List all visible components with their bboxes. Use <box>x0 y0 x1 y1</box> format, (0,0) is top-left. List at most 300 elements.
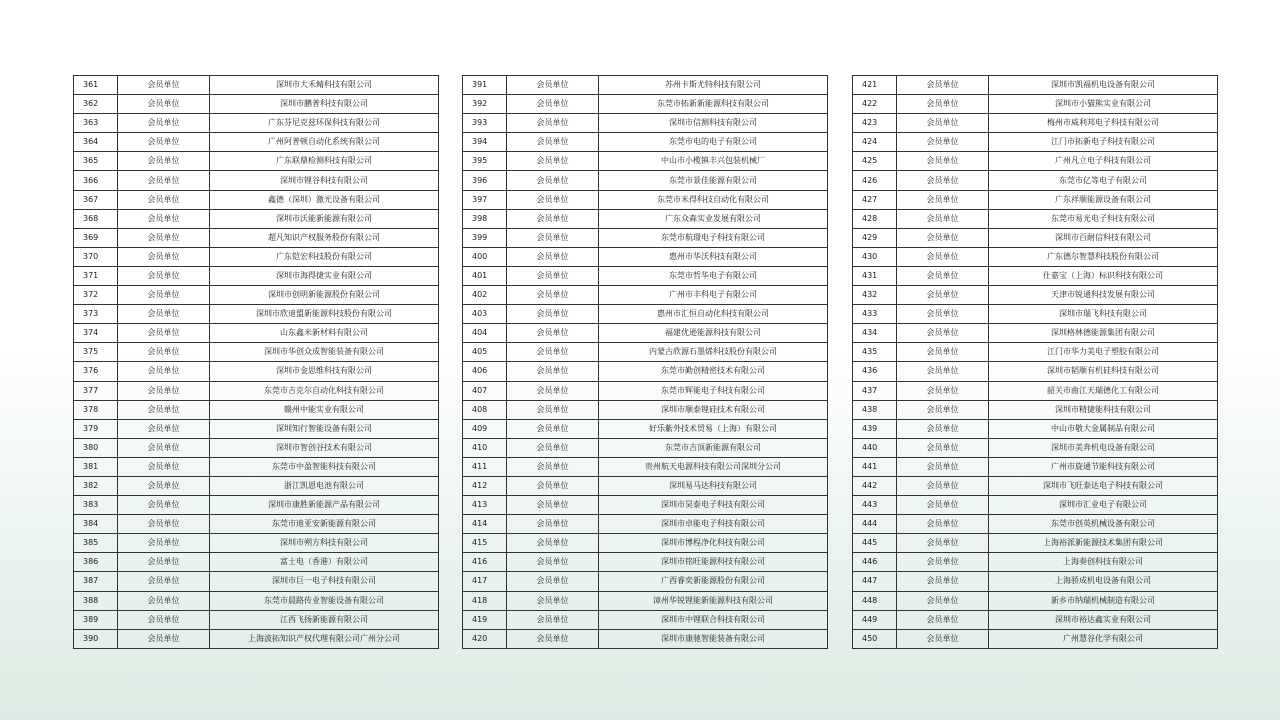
row-number: 379 <box>74 419 118 438</box>
company-name: 惠州市汇恒自动化科技有限公司 <box>599 305 828 324</box>
member-type: 会员单位 <box>897 247 989 266</box>
company-name: 上海奏创科技有限公司 <box>989 553 1218 572</box>
table-row <box>74 610 439 629</box>
row-number: 409 <box>463 419 507 438</box>
member-type: 会员单位 <box>897 629 989 648</box>
company-name: 东莞市辉能电子科技有限公司 <box>599 381 828 400</box>
row-number: 423 <box>853 114 897 133</box>
company-name: 内蒙古欣源石墨烯科技股份有限公司 <box>599 343 828 362</box>
member-type: 会员单位 <box>118 534 210 553</box>
table-row <box>74 438 439 457</box>
row-number: 406 <box>463 362 507 381</box>
table-row <box>853 266 1218 285</box>
row-number: 367 <box>74 190 118 209</box>
table-row <box>463 343 828 362</box>
member-type: 会员单位 <box>897 553 989 572</box>
company-name: 深圳市百耐信科技有限公司 <box>989 228 1218 247</box>
table-row <box>853 305 1218 324</box>
member-type: 会员单位 <box>897 95 989 114</box>
company-name: 深圳市裕达鑫实业有限公司 <box>989 610 1218 629</box>
table-row <box>74 476 439 495</box>
member-type: 会员单位 <box>897 457 989 476</box>
table-row <box>463 553 828 572</box>
company-name: 广东芬尼克兹环保科技有限公司 <box>210 114 439 133</box>
member-type: 会员单位 <box>118 419 210 438</box>
row-number: 428 <box>853 209 897 228</box>
table-row <box>853 190 1218 209</box>
row-number: 436 <box>853 362 897 381</box>
member-type: 会员单位 <box>507 76 599 95</box>
table-row <box>463 133 828 152</box>
company-name: 东莞市电的电子有限公司 <box>599 133 828 152</box>
row-number: 373 <box>74 305 118 324</box>
row-number: 383 <box>74 496 118 515</box>
member-type: 会员单位 <box>507 476 599 495</box>
table-row <box>74 534 439 553</box>
row-number: 369 <box>74 228 118 247</box>
table-row <box>74 95 439 114</box>
row-number: 405 <box>463 343 507 362</box>
table-row <box>74 228 439 247</box>
company-name: 富士电（香港）有限公司 <box>210 553 439 572</box>
row-number: 427 <box>853 190 897 209</box>
table-row <box>74 343 439 362</box>
row-number: 442 <box>853 476 897 495</box>
member-type: 会员单位 <box>118 171 210 190</box>
row-number: 435 <box>853 343 897 362</box>
member-type: 会员单位 <box>507 247 599 266</box>
company-name: 深圳市铭旺能源科技有限公司 <box>599 553 828 572</box>
row-number: 370 <box>74 247 118 266</box>
member-type: 会员单位 <box>897 305 989 324</box>
company-name: 贵州航天电源科技有限公司深圳分公司 <box>599 457 828 476</box>
member-type: 会员单位 <box>897 286 989 305</box>
table-row <box>853 591 1218 610</box>
table-row <box>74 171 439 190</box>
row-number: 384 <box>74 515 118 534</box>
row-number: 447 <box>853 572 897 591</box>
table-row <box>74 190 439 209</box>
member-type: 会员单位 <box>507 496 599 515</box>
company-name: 韶关市曲江天瑞德化工有限公司 <box>989 381 1218 400</box>
table-row <box>463 438 828 457</box>
member-type: 会员单位 <box>897 381 989 400</box>
member-type: 会员单位 <box>507 457 599 476</box>
row-number: 391 <box>463 76 507 95</box>
row-number: 396 <box>463 171 507 190</box>
row-number: 394 <box>463 133 507 152</box>
member-type: 会员单位 <box>897 324 989 343</box>
member-type: 会员单位 <box>118 362 210 381</box>
member-type: 会员单位 <box>118 610 210 629</box>
row-number: 441 <box>853 457 897 476</box>
table-row <box>463 266 828 285</box>
row-number: 401 <box>463 266 507 285</box>
row-number: 381 <box>74 457 118 476</box>
member-type: 会员单位 <box>507 324 599 343</box>
row-number: 388 <box>74 591 118 610</box>
member-type: 会员单位 <box>507 534 599 553</box>
table-row <box>74 572 439 591</box>
company-name: 中山市敬大金属制品有限公司 <box>989 419 1218 438</box>
row-number: 450 <box>853 629 897 648</box>
member-type: 会员单位 <box>118 114 210 133</box>
member-type: 会员单位 <box>118 324 210 343</box>
member-type: 会员单位 <box>507 553 599 572</box>
member-type: 会员单位 <box>897 133 989 152</box>
company-name: 深圳市博程净化科技有限公司 <box>599 534 828 553</box>
table-row <box>853 496 1218 515</box>
table-row <box>853 133 1218 152</box>
table-row <box>853 381 1218 400</box>
row-number: 387 <box>74 572 118 591</box>
company-name: 深圳市中锂联合科技有限公司 <box>599 610 828 629</box>
table-row <box>463 534 828 553</box>
row-number: 392 <box>463 95 507 114</box>
row-number: 431 <box>853 266 897 285</box>
row-number: 371 <box>74 266 118 285</box>
company-name: 江西飞扬新能源有限公司 <box>210 610 439 629</box>
member-table-2 <box>462 75 828 649</box>
row-number: 434 <box>853 324 897 343</box>
table-row <box>463 76 828 95</box>
member-type: 会员单位 <box>118 496 210 515</box>
company-name: 东莞市吉顶新能源有限公司 <box>599 438 828 457</box>
table-row <box>463 324 828 343</box>
member-type: 会员单位 <box>897 362 989 381</box>
member-type: 会员单位 <box>118 572 210 591</box>
member-type: 会员单位 <box>118 515 210 534</box>
row-number: 407 <box>463 381 507 400</box>
member-type: 会员单位 <box>897 419 989 438</box>
company-name: 广州市旋通节能科技有限公司 <box>989 457 1218 476</box>
row-number: 365 <box>74 152 118 171</box>
table-row <box>463 209 828 228</box>
member-type: 会员单位 <box>507 190 599 209</box>
member-type: 会员单位 <box>897 209 989 228</box>
table-row <box>853 610 1218 629</box>
company-name: 东莞市创英机械设备有限公司 <box>989 515 1218 534</box>
table-row <box>463 381 828 400</box>
company-name: 东莞市吉克尔自动化科技有限公司 <box>210 381 439 400</box>
company-name: 广州慧谷化学有限公司 <box>989 629 1218 648</box>
member-type: 会员单位 <box>897 171 989 190</box>
company-name: 东莞市拓新新能源科技有限公司 <box>599 95 828 114</box>
member-type: 会员单位 <box>118 152 210 171</box>
row-number: 437 <box>853 381 897 400</box>
row-number: 410 <box>463 438 507 457</box>
member-type: 会员单位 <box>897 534 989 553</box>
company-name: 深圳市精捷能科技有限公司 <box>989 400 1218 419</box>
row-number: 402 <box>463 286 507 305</box>
member-type: 会员单位 <box>507 343 599 362</box>
row-number: 382 <box>74 476 118 495</box>
member-type: 会员单位 <box>897 610 989 629</box>
row-number: 397 <box>463 190 507 209</box>
row-number: 404 <box>463 324 507 343</box>
row-number: 374 <box>74 324 118 343</box>
member-type: 会员单位 <box>507 171 599 190</box>
row-number: 438 <box>853 400 897 419</box>
row-number: 430 <box>853 247 897 266</box>
row-number: 417 <box>463 572 507 591</box>
member-type: 会员单位 <box>118 228 210 247</box>
row-number: 378 <box>74 400 118 419</box>
member-type: 会员单位 <box>507 572 599 591</box>
member-type: 会员单位 <box>897 572 989 591</box>
table-row <box>853 515 1218 534</box>
table-row <box>853 457 1218 476</box>
row-number: 443 <box>853 496 897 515</box>
member-type: 会员单位 <box>507 209 599 228</box>
company-name: 深圳市金思维科技有限公司 <box>210 362 439 381</box>
table-row <box>463 572 828 591</box>
table-row <box>853 286 1218 305</box>
table-row <box>853 553 1218 572</box>
row-number: 400 <box>463 247 507 266</box>
member-type: 会员单位 <box>118 76 210 95</box>
member-type: 会员单位 <box>507 95 599 114</box>
member-type: 会员单位 <box>897 266 989 285</box>
member-type: 会员单位 <box>118 591 210 610</box>
company-name: 东莞市中盈智能科技有限公司 <box>210 457 439 476</box>
member-type: 会员单位 <box>507 133 599 152</box>
company-name: 好乐紫外技术贸易（上海）有限公司 <box>599 419 828 438</box>
company-name: 深圳市康胜新能源产品有限公司 <box>210 496 439 515</box>
table-row <box>853 476 1218 495</box>
member-type: 会员单位 <box>897 114 989 133</box>
row-number: 426 <box>853 171 897 190</box>
table-row <box>853 438 1218 457</box>
company-name: 天津市锐通科技发展有限公司 <box>989 286 1218 305</box>
member-type: 会员单位 <box>897 152 989 171</box>
table-row <box>853 171 1218 190</box>
member-type: 会员单位 <box>507 305 599 324</box>
company-name: 广西睿奕新能源股份有限公司 <box>599 572 828 591</box>
member-type: 会员单位 <box>118 343 210 362</box>
company-name: 深圳市大禾鲭科技有限公司 <box>210 76 439 95</box>
company-name: 深圳市锂谷科技有限公司 <box>210 171 439 190</box>
company-name: 上海波拓知识产权代理有限公司广州分公司 <box>210 629 439 648</box>
company-name: 深圳易马达科技有限公司 <box>599 476 828 495</box>
table-row <box>853 114 1218 133</box>
company-name: 苏州卡斯尤特科技有限公司 <box>599 76 828 95</box>
company-name: 赣州中能实业有限公司 <box>210 400 439 419</box>
row-number: 361 <box>74 76 118 95</box>
company-name: 鑫德（深圳）激光设备有限公司 <box>210 190 439 209</box>
row-number: 385 <box>74 534 118 553</box>
table-row <box>74 515 439 534</box>
row-number: 362 <box>74 95 118 114</box>
member-type: 会员单位 <box>507 515 599 534</box>
company-name: 江门市拓新电子科技有限公司 <box>989 133 1218 152</box>
table-row <box>463 400 828 419</box>
member-type: 会员单位 <box>118 247 210 266</box>
table-row <box>74 362 439 381</box>
company-name: 山东鑫米新材料有限公司 <box>210 324 439 343</box>
company-name: 深圳市飞旺泰达电子科技有限公司 <box>989 476 1218 495</box>
row-number: 429 <box>853 228 897 247</box>
row-number: 439 <box>853 419 897 438</box>
table-row <box>74 457 439 476</box>
member-type: 会员单位 <box>118 476 210 495</box>
company-name: 上海骄成机电设备有限公司 <box>989 572 1218 591</box>
row-number: 449 <box>853 610 897 629</box>
company-name: 新乡市纳瑞机械制造有限公司 <box>989 591 1218 610</box>
member-type: 会员单位 <box>118 629 210 648</box>
table-row <box>463 152 828 171</box>
company-name: 深圳市卓能电子科技有限公司 <box>599 515 828 534</box>
row-number: 448 <box>853 591 897 610</box>
row-number: 424 <box>853 133 897 152</box>
company-name: 广州阿普顿自动化系统有限公司 <box>210 133 439 152</box>
company-name: 东莞市迪亚安新能源有限公司 <box>210 515 439 534</box>
table-row <box>74 553 439 572</box>
member-type: 会员单位 <box>118 381 210 400</box>
table-row <box>74 133 439 152</box>
company-name: 深圳市凯福机电设备有限公司 <box>989 76 1218 95</box>
row-number: 421 <box>853 76 897 95</box>
table-row <box>463 305 828 324</box>
member-type: 会员单位 <box>118 209 210 228</box>
table-row <box>74 305 439 324</box>
row-number: 390 <box>74 629 118 648</box>
company-name: 中山市小榄镇丰兴包装机械厂 <box>599 152 828 171</box>
row-number: 440 <box>853 438 897 457</box>
company-name: 深圳市顺泰锂硅技术有限公司 <box>599 400 828 419</box>
table-row <box>853 324 1218 343</box>
row-number: 445 <box>853 534 897 553</box>
member-type: 会员单位 <box>118 438 210 457</box>
table-row <box>853 534 1218 553</box>
table-row <box>74 209 439 228</box>
table-row <box>74 381 439 400</box>
company-name: 深圳知行智能设备有限公司 <box>210 419 439 438</box>
company-name: 上海裕派新能源技术集团有限公司 <box>989 534 1218 553</box>
company-name: 深圳市小猫熊实业有限公司 <box>989 95 1218 114</box>
company-name: 东莞市哲华电子有限公司 <box>599 266 828 285</box>
table-row <box>74 629 439 648</box>
company-name: 梅州市威利邦电子科技有限公司 <box>989 114 1218 133</box>
row-number: 420 <box>463 629 507 648</box>
row-number: 415 <box>463 534 507 553</box>
table-row <box>853 247 1218 266</box>
member-type: 会员单位 <box>897 190 989 209</box>
table-row <box>74 324 439 343</box>
table-row <box>463 286 828 305</box>
member-type: 会员单位 <box>897 343 989 362</box>
member-type: 会员单位 <box>897 476 989 495</box>
table-row <box>463 515 828 534</box>
company-name: 深圳市华创众成智能装备有限公司 <box>210 343 439 362</box>
row-number: 416 <box>463 553 507 572</box>
member-type: 会员单位 <box>118 133 210 152</box>
table-row <box>74 76 439 95</box>
row-number: 413 <box>463 496 507 515</box>
table-row <box>74 114 439 133</box>
company-name: 东莞市米得科技自动化有限公司 <box>599 190 828 209</box>
row-number: 393 <box>463 114 507 133</box>
row-number: 422 <box>853 95 897 114</box>
table-row <box>853 400 1218 419</box>
company-name: 仕嘉宝（上海）标识科技有限公司 <box>989 266 1218 285</box>
table-row <box>463 228 828 247</box>
company-name: 广东铠宏科技股份有限公司 <box>210 247 439 266</box>
company-name: 深圳市鹏普科技有限公司 <box>210 95 439 114</box>
member-type: 会员单位 <box>897 438 989 457</box>
table-row <box>74 496 439 515</box>
table-row <box>853 572 1218 591</box>
row-number: 414 <box>463 515 507 534</box>
table-row <box>853 209 1218 228</box>
table-row <box>463 419 828 438</box>
table-row <box>853 95 1218 114</box>
company-name: 深圳市昊泰电子科技有限公司 <box>599 496 828 515</box>
member-type: 会员单位 <box>507 610 599 629</box>
member-type: 会员单位 <box>897 591 989 610</box>
table-row <box>463 190 828 209</box>
row-number: 432 <box>853 286 897 305</box>
company-name: 深圳市汇业电子有限公司 <box>989 496 1218 515</box>
table-row <box>463 95 828 114</box>
row-number: 433 <box>853 305 897 324</box>
table-row <box>853 76 1218 95</box>
member-type: 会员单位 <box>507 591 599 610</box>
company-name: 东莞市景佳能源有限公司 <box>599 171 828 190</box>
member-type: 会员单位 <box>507 228 599 247</box>
company-name: 广东德尔智慧科技股份有限公司 <box>989 247 1218 266</box>
table-row <box>853 419 1218 438</box>
row-number: 363 <box>74 114 118 133</box>
table-row <box>463 496 828 515</box>
table-row <box>853 343 1218 362</box>
member-type: 会员单位 <box>507 152 599 171</box>
company-name: 惠州市华沃科技有限公司 <box>599 247 828 266</box>
member-type: 会员单位 <box>118 190 210 209</box>
row-number: 377 <box>74 381 118 400</box>
member-type: 会员单位 <box>507 400 599 419</box>
row-number: 425 <box>853 152 897 171</box>
table-row <box>74 400 439 419</box>
company-name: 广州市丰科电子有限公司 <box>599 286 828 305</box>
member-type: 会员单位 <box>897 400 989 419</box>
member-type: 会员单位 <box>118 305 210 324</box>
company-name: 深圳市信测科技有限公司 <box>599 114 828 133</box>
company-name: 福建优逊能源科技有限公司 <box>599 324 828 343</box>
table-row <box>463 476 828 495</box>
table-row <box>463 114 828 133</box>
company-name: 广东众森实业发展有限公司 <box>599 209 828 228</box>
row-number: 376 <box>74 362 118 381</box>
company-name: 深圳市欣迪盟新能源科技股份有限公司 <box>210 305 439 324</box>
table-row <box>463 610 828 629</box>
company-name: 东莞市勤创精密技术有限公司 <box>599 362 828 381</box>
member-type: 会员单位 <box>507 629 599 648</box>
row-number: 368 <box>74 209 118 228</box>
company-name: 深圳格林德能源集团有限公司 <box>989 324 1218 343</box>
table-row <box>74 286 439 305</box>
member-type: 会员单位 <box>507 419 599 438</box>
company-name: 东莞市亿等电子有限公司 <box>989 171 1218 190</box>
table-row <box>853 228 1218 247</box>
row-number: 399 <box>463 228 507 247</box>
row-number: 419 <box>463 610 507 629</box>
row-number: 375 <box>74 343 118 362</box>
member-type: 会员单位 <box>118 457 210 476</box>
company-name: 深圳市创明新能源股份有限公司 <box>210 286 439 305</box>
member-type: 会员单位 <box>507 438 599 457</box>
table-row <box>74 266 439 285</box>
